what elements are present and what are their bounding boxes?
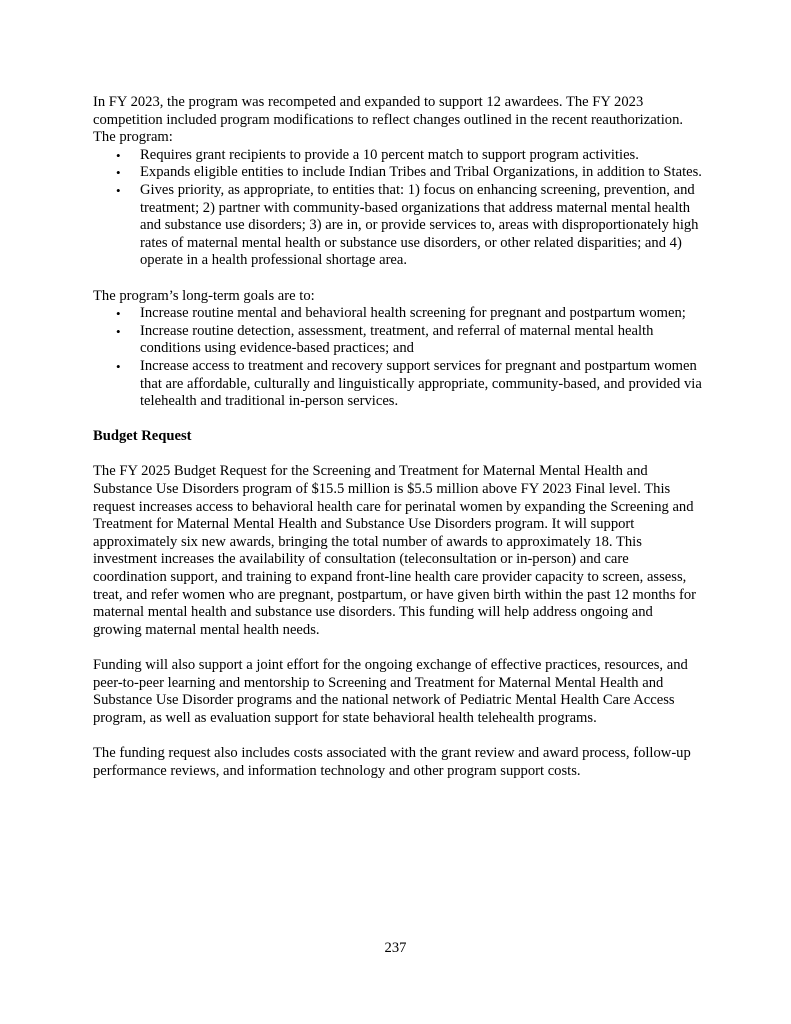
bullet-icon: • bbox=[116, 182, 121, 198]
page-number: 237 bbox=[384, 940, 407, 956]
costs-paragraph: The funding request also includes costs associated with the grant review and award process, follow-up performance reviews, and information technology and other program support costs. bbox=[93, 744, 691, 779]
list-item: • Increase routine mental and behavioral health screening for pregnant and postpartum women; bbox=[116, 305, 686, 322]
list-item: • Expands eligible entities to include Indian Tribes and Tribal Organizations, in addition to States. bbox=[116, 164, 702, 181]
section-heading: Budget Request bbox=[93, 428, 192, 445]
program-requirements-list bbox=[93, 147, 703, 270]
intro-paragraph: In FY 2023, the program was recompeted and expanded to support 12 awardees. The FY 2023 competition included program modifications to reflect changes outlined in the recent reauthorization. The program: bbox=[93, 94, 684, 146]
document-page bbox=[93, 94, 703, 780]
list-item: • Gives priority, as appropriate, to entities that: 1) focus on enhancing screening, prevention, and treatment; 2) partner with community-based organizations that address maternal mental health and substance use disorders; 3) are in, or provide services to, areas with disproportionately high rates of maternal mental health or substance use disorders, or other related disparities; and 4) operate in a health professional shortage area. bbox=[116, 181, 699, 269]
long-term-goals-list bbox=[93, 305, 703, 411]
bullet-icon: • bbox=[116, 323, 121, 339]
goals-paragraph: The program’s long-term goals are to: bbox=[93, 287, 315, 304]
list-item: • Increase routine detection, assessment, treatment, and referral of maternal mental health conditions using evidence-based practices; and bbox=[116, 322, 654, 357]
bullet-icon: • bbox=[116, 358, 121, 374]
bullet-icon: • bbox=[116, 165, 121, 181]
list-item: • Increase access to treatment and recovery support services for pregnant and postpartum women that are affordable, culturally and linguistically appropriate, community-based, and provided via telehealth and traditional in-person services. bbox=[116, 357, 702, 410]
bullet-icon: • bbox=[116, 306, 121, 322]
bullet-icon: • bbox=[116, 147, 121, 163]
list-item: • Requires grant recipients to provide a 10 percent match to support program activities. bbox=[116, 146, 639, 163]
funding-paragraph: Funding will also support a joint effort for the ongoing exchange of effective practices, resources, and peer-to-peer learning and mentorship to Screening and Treatment for Maternal Mental Health and Substance Use Disorder programs and the national network of Pediatric Mental Health Care Access program, as well as evaluation support for state behavioral health telehealth programs. bbox=[93, 657, 688, 726]
budget-paragraph: The FY 2025 Budget Request for the Screening and Treatment for Maternal Mental Health and Substance Use Disorders program of $15.5 million is $5.5 million above FY 2023 Final level. This request increases access to behavioral health care for perinatal women by expanding the Screening and Treatment for Maternal Mental Health and Substance Use Disorders program. It will support approximately six new awards, bringing the total number of awards to approximately 18. This investment increases the availability of consultation (teleconsultation or in-person) and care coordination support, and training to expand front-line health care provider capacity to screen, assess, treat, and refer women who are pregnant, postpartum, or have given birth within the past 12 months for maternal mental health and substance use disorders. This funding will help address ongoing and growing maternal mental health needs. bbox=[93, 463, 697, 638]
